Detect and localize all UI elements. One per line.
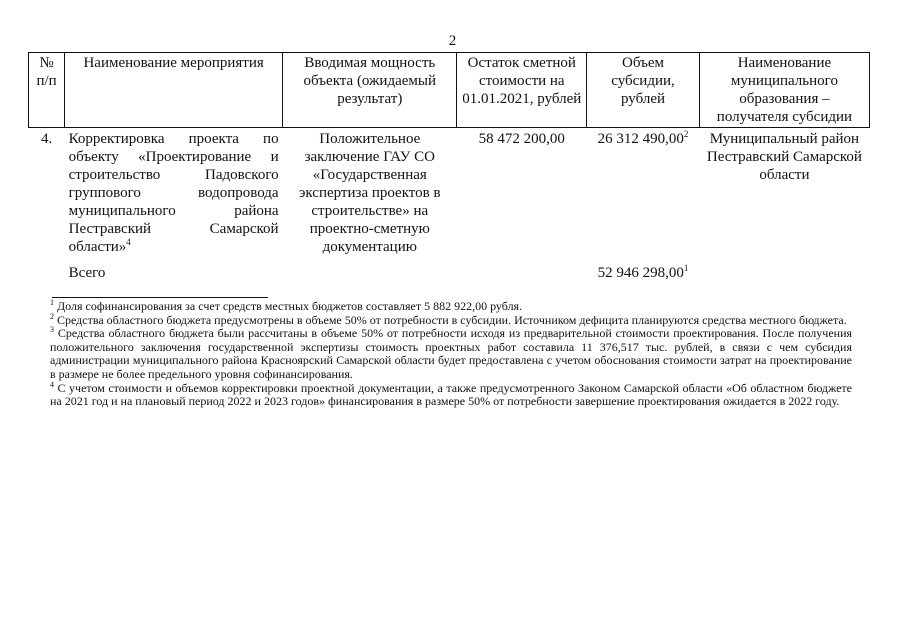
page-number: 2 xyxy=(448,33,457,49)
footnote-mark: 1 xyxy=(50,298,54,307)
footnote-1 xyxy=(50,300,852,314)
header-capacity: Вводимая мощность объекта (ожидаемый результат) xyxy=(283,53,457,128)
footnote-ref-4: 4 xyxy=(126,237,131,247)
event-name-text: Корректировка проекта по объекту «Проектирование и строительство Падовского группового водопровода муниципального района Пестравский Самарской области» xyxy=(68,131,279,255)
total-value: 52 946 298,00 xyxy=(597,265,684,281)
municipality-cell: Муниципальный район Пестравский Самарской области xyxy=(706,131,862,183)
footnote-text: Средства областного бюджета предусмотрены в объеме 50% от потребности в субсидии. Источником дефицита планируются средства местного бюджета. xyxy=(57,312,847,327)
remaining-cost-cell: 58 472 200,00 xyxy=(478,131,565,147)
footnote-mark: 2 xyxy=(50,311,54,321)
footnote-text: С учетом стоимости и объемов корректировки проектной документации, а также предусмотренного Законом Самарской области «Об областном бюджете на 2021 год и на плановый период 2022 и 2023 годов» финансирования в размере 50% от потребности завершение проектирования ожидается в 2022 году. xyxy=(50,380,853,409)
header-remaining-cost: Остаток сметной стоимости на 01.01.2021, рублей xyxy=(457,53,587,128)
capacity-cell: Положительное заключение ГАУ СО «Государственная экспертиза проектов в строительстве» на проектно-сметную документацию xyxy=(298,131,441,255)
header-municipality: Наименование муниципального образования – получателя субсидии xyxy=(699,53,869,128)
header-event-name: Наименование мероприятия xyxy=(65,53,283,128)
footnote-text: Доля софинансирования за счет средств местных бюджетов составляет 5 882 922,00 рубля. xyxy=(57,299,523,313)
footnote-mark: 4 xyxy=(50,379,54,389)
total-value-cell xyxy=(587,258,700,284)
header-subsidy-volume: Объем субсидии, рублей xyxy=(587,53,700,128)
total-row xyxy=(29,258,870,284)
footnote-ref-1: 1 xyxy=(683,263,689,273)
subsidy-cell xyxy=(587,128,700,259)
row-number: 4. xyxy=(40,131,53,147)
table-row xyxy=(29,128,870,259)
footnotes xyxy=(50,300,852,409)
footnote-ref-2: 2 xyxy=(683,129,689,139)
footnote-divider xyxy=(52,297,268,298)
footnote-mark: 3 xyxy=(50,325,54,335)
event-name-cell xyxy=(65,128,283,259)
header-number: № п/п xyxy=(29,53,65,128)
subsidy-value: 26 312 490,00 xyxy=(597,131,684,147)
table-header-row xyxy=(29,53,870,128)
footnote-4 xyxy=(50,379,853,409)
footnote-text: Средства областного бюджета были рассчитаны в объеме 50% от потребности исходя из предварительной стоимости проектирования. После получения положительного заключения государственной экспертизы стоимость проектных работ составила 11 376,517 тыс. рублей, в связи с чем субсидия администрации муниципального района Красноярский Самарской области будет предоставлена с учетом обоснования стоимости затрат на проектирование в размере не более предельного уровня софинансирования. xyxy=(50,326,853,381)
subsidy-table xyxy=(28,52,870,284)
footnote-3 xyxy=(50,327,852,381)
total-label: Всего xyxy=(68,265,106,281)
